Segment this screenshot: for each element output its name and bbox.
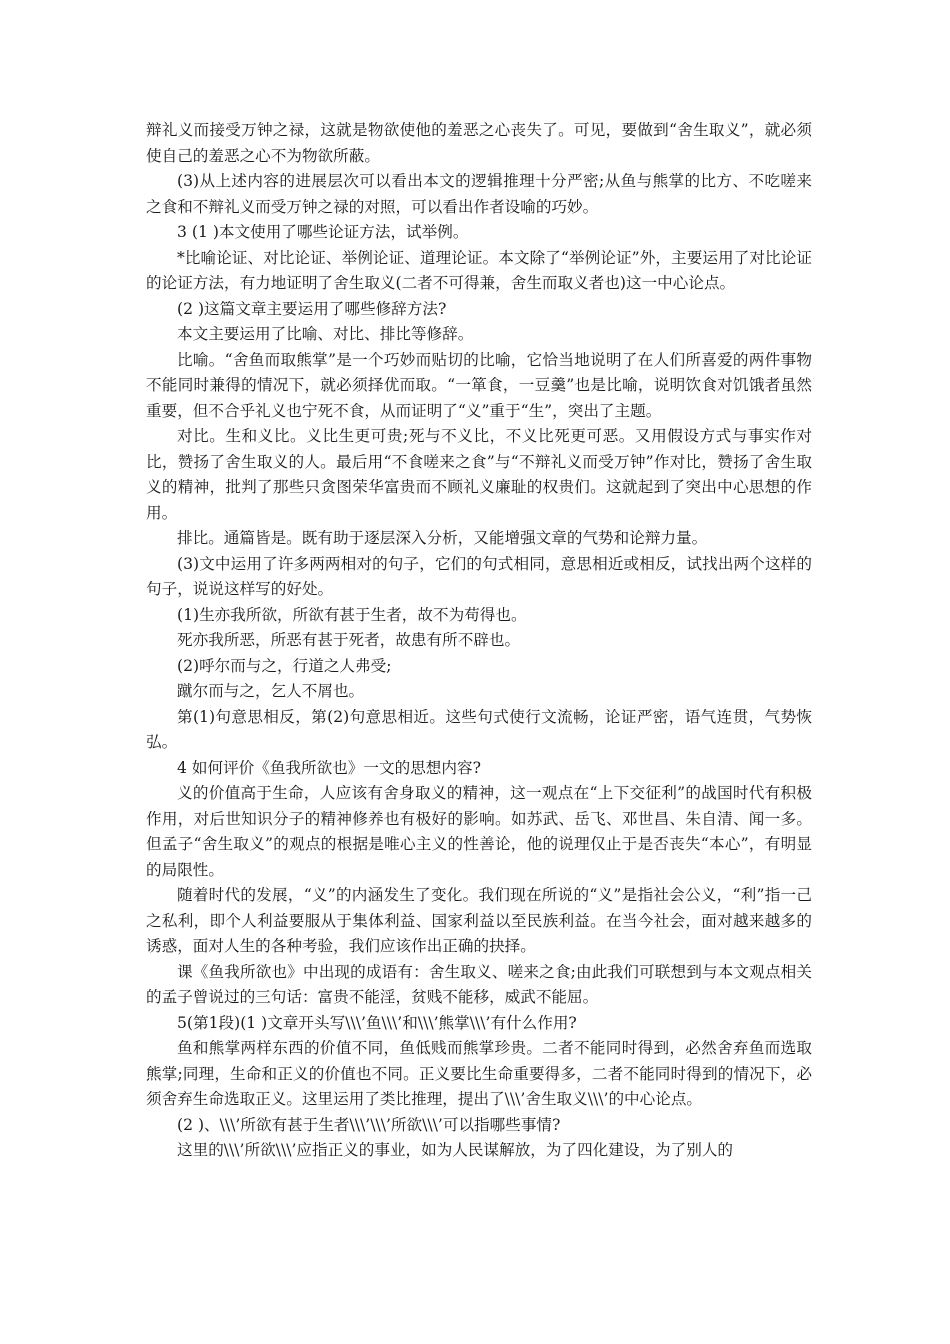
paragraph: (3)从上述内容的进展层次可以看出本文的逻辑推理十分严密;从鱼与熊掌的比方、不吃嗟来之食和不辩礼义而受万钟之禄的对照，可以看出作者设喻的巧妙。: [146, 172, 812, 216]
paragraph: 鱼和熊掌两样东西的价值不同，鱼低贱而熊掌珍贵。二者不能同时得到，必然舍弃鱼而选取熊掌;同理，生命和正义的价值也不同。正义要比生命重要得多，二者不能同时得到的情况下，必须舍弃生命选取正义。这里运用了类比推理，提出了\\\’舍生取义\\\’的中心论点。: [146, 1039, 812, 1108]
paragraph: 随着时代的发展，“义”的内涵发生了变化。我们现在所说的“义”是指社会公义，“利”指一己之私利，即个人利益要服从于集体利益、国家利益以至民族利益。在当今社会，面对越来越多的诱惑，面对人生的各种考验，我们应该作出正确的抉择。: [146, 886, 812, 955]
question-heading: (2 )、\\\’所欲有甚于生者\\\’\\\’所欲\\\’可以指哪些事情?: [177, 1115, 561, 1134]
question-heading: 5(第1段)(1 )文章开头写\\\’鱼\\\’和\\\’熊掌\\\’有什么作用?: [177, 1013, 577, 1032]
paragraph: *比喻论证、对比论证、举例论证、道理论证。本文除了“举例论证”外，主要运用了对比论证的论证方法，有力地证明了舍生取义(二者不可得兼，舍生而取义者也)这一中心论点。: [146, 248, 812, 292]
quote-line: (2)呼尔而与之，行道之人弗受;: [177, 656, 392, 675]
question-heading: (2 )这篇文章主要运用了哪些修辞方法?: [177, 299, 447, 318]
paragraph: 义的价值高于生命，人应该有舍身取义的精神，这一观点在“上下交征利”的战国时代有积极作用，对后世知识分子的精神修养也有极好的影响。如苏武、岳飞、邓世昌、朱自清、闻一多。但孟子“舍生取义”的观点的根据是唯心主义的性善论，他的说理仅止于是否丧失“本心”，有明显的局限性。: [146, 784, 812, 879]
question-heading: (3)文中运用了许多两两相对的句子，它们的句式相同，意思相近或相反，试找出两个这样的句子，说说这样写的好处。: [146, 554, 812, 598]
paragraph: 课《鱼我所欲也》中出现的成语有：舍生取义、嗟来之食;由此我们可联想到与本文观点相关的孟子曾说过的三句话：富贵不能淫，贫贱不能移，威武不能屈。: [146, 962, 812, 1006]
question-heading: 4 如何评价《鱼我所欲也》一文的思想内容?: [177, 758, 481, 777]
question-heading: 3 (1 )本文使用了哪些论证方法，试举例。: [177, 223, 469, 241]
paragraph: 本文主要运用了比喻、对比、排比等修辞。: [177, 325, 474, 343]
quote-line: (1)生亦我所欲，所欲有甚于生者，故不为苟得也。: [177, 605, 527, 624]
paragraph: 辩礼义而接受万钟之禄，这就是物欲使他的羞恶之心丧失了。可见，要做到“舍生取义”，就必须使自己的羞恶之心不为物欲所蔽。: [146, 121, 812, 165]
paragraph: 这里的\\\’所欲\\\’应指正义的事业，如为人民谋解放，为了四化建设，为了别人的: [177, 1141, 734, 1159]
quote-line: 死亦我所恶，所恶有甚于死者，故患有所不辟也。: [177, 631, 521, 649]
paragraph: 排比。通篇皆是。既有助于逐层深入分析，又能增强文章的气势和论辩力量。: [177, 529, 708, 547]
document-body: [146, 118, 812, 1164]
paragraph: 对比。生和义比。义比生更可贵;死与不义比，不义比死更可恶。又用假设方式与事实作对比，赞扬了舍生取义的人。最后用“不食嗟来之食”与“不辩礼义而受万钟”作对比，赞扬了舍生取义的精神，批判了那些只贪图荣华富贵而不顾礼义廉耻的权贵们。这就起到了突出中心思想的作用。: [146, 427, 812, 522]
paragraph: 第(1)句意思相反，第(2)句意思相近。这些句式使行文流畅，论证严密，语气连贯，气势恢弘。: [146, 707, 812, 751]
paragraph: 比喻。“舍鱼而取熊掌”是一个巧妙而贴切的比喻，它恰当地说明了在人们所喜爱的两件事物不能同时兼得的情况下，就必须择优而取。“一箪食，一豆羹”也是比喻，说明饮食对饥饿者虽然重要，但不合乎礼义也宁死不食，从而证明了“义”重于“生”，突出了主题。: [146, 350, 812, 420]
quote-line: 蹴尔而与之，乞人不屑也。: [177, 682, 365, 700]
